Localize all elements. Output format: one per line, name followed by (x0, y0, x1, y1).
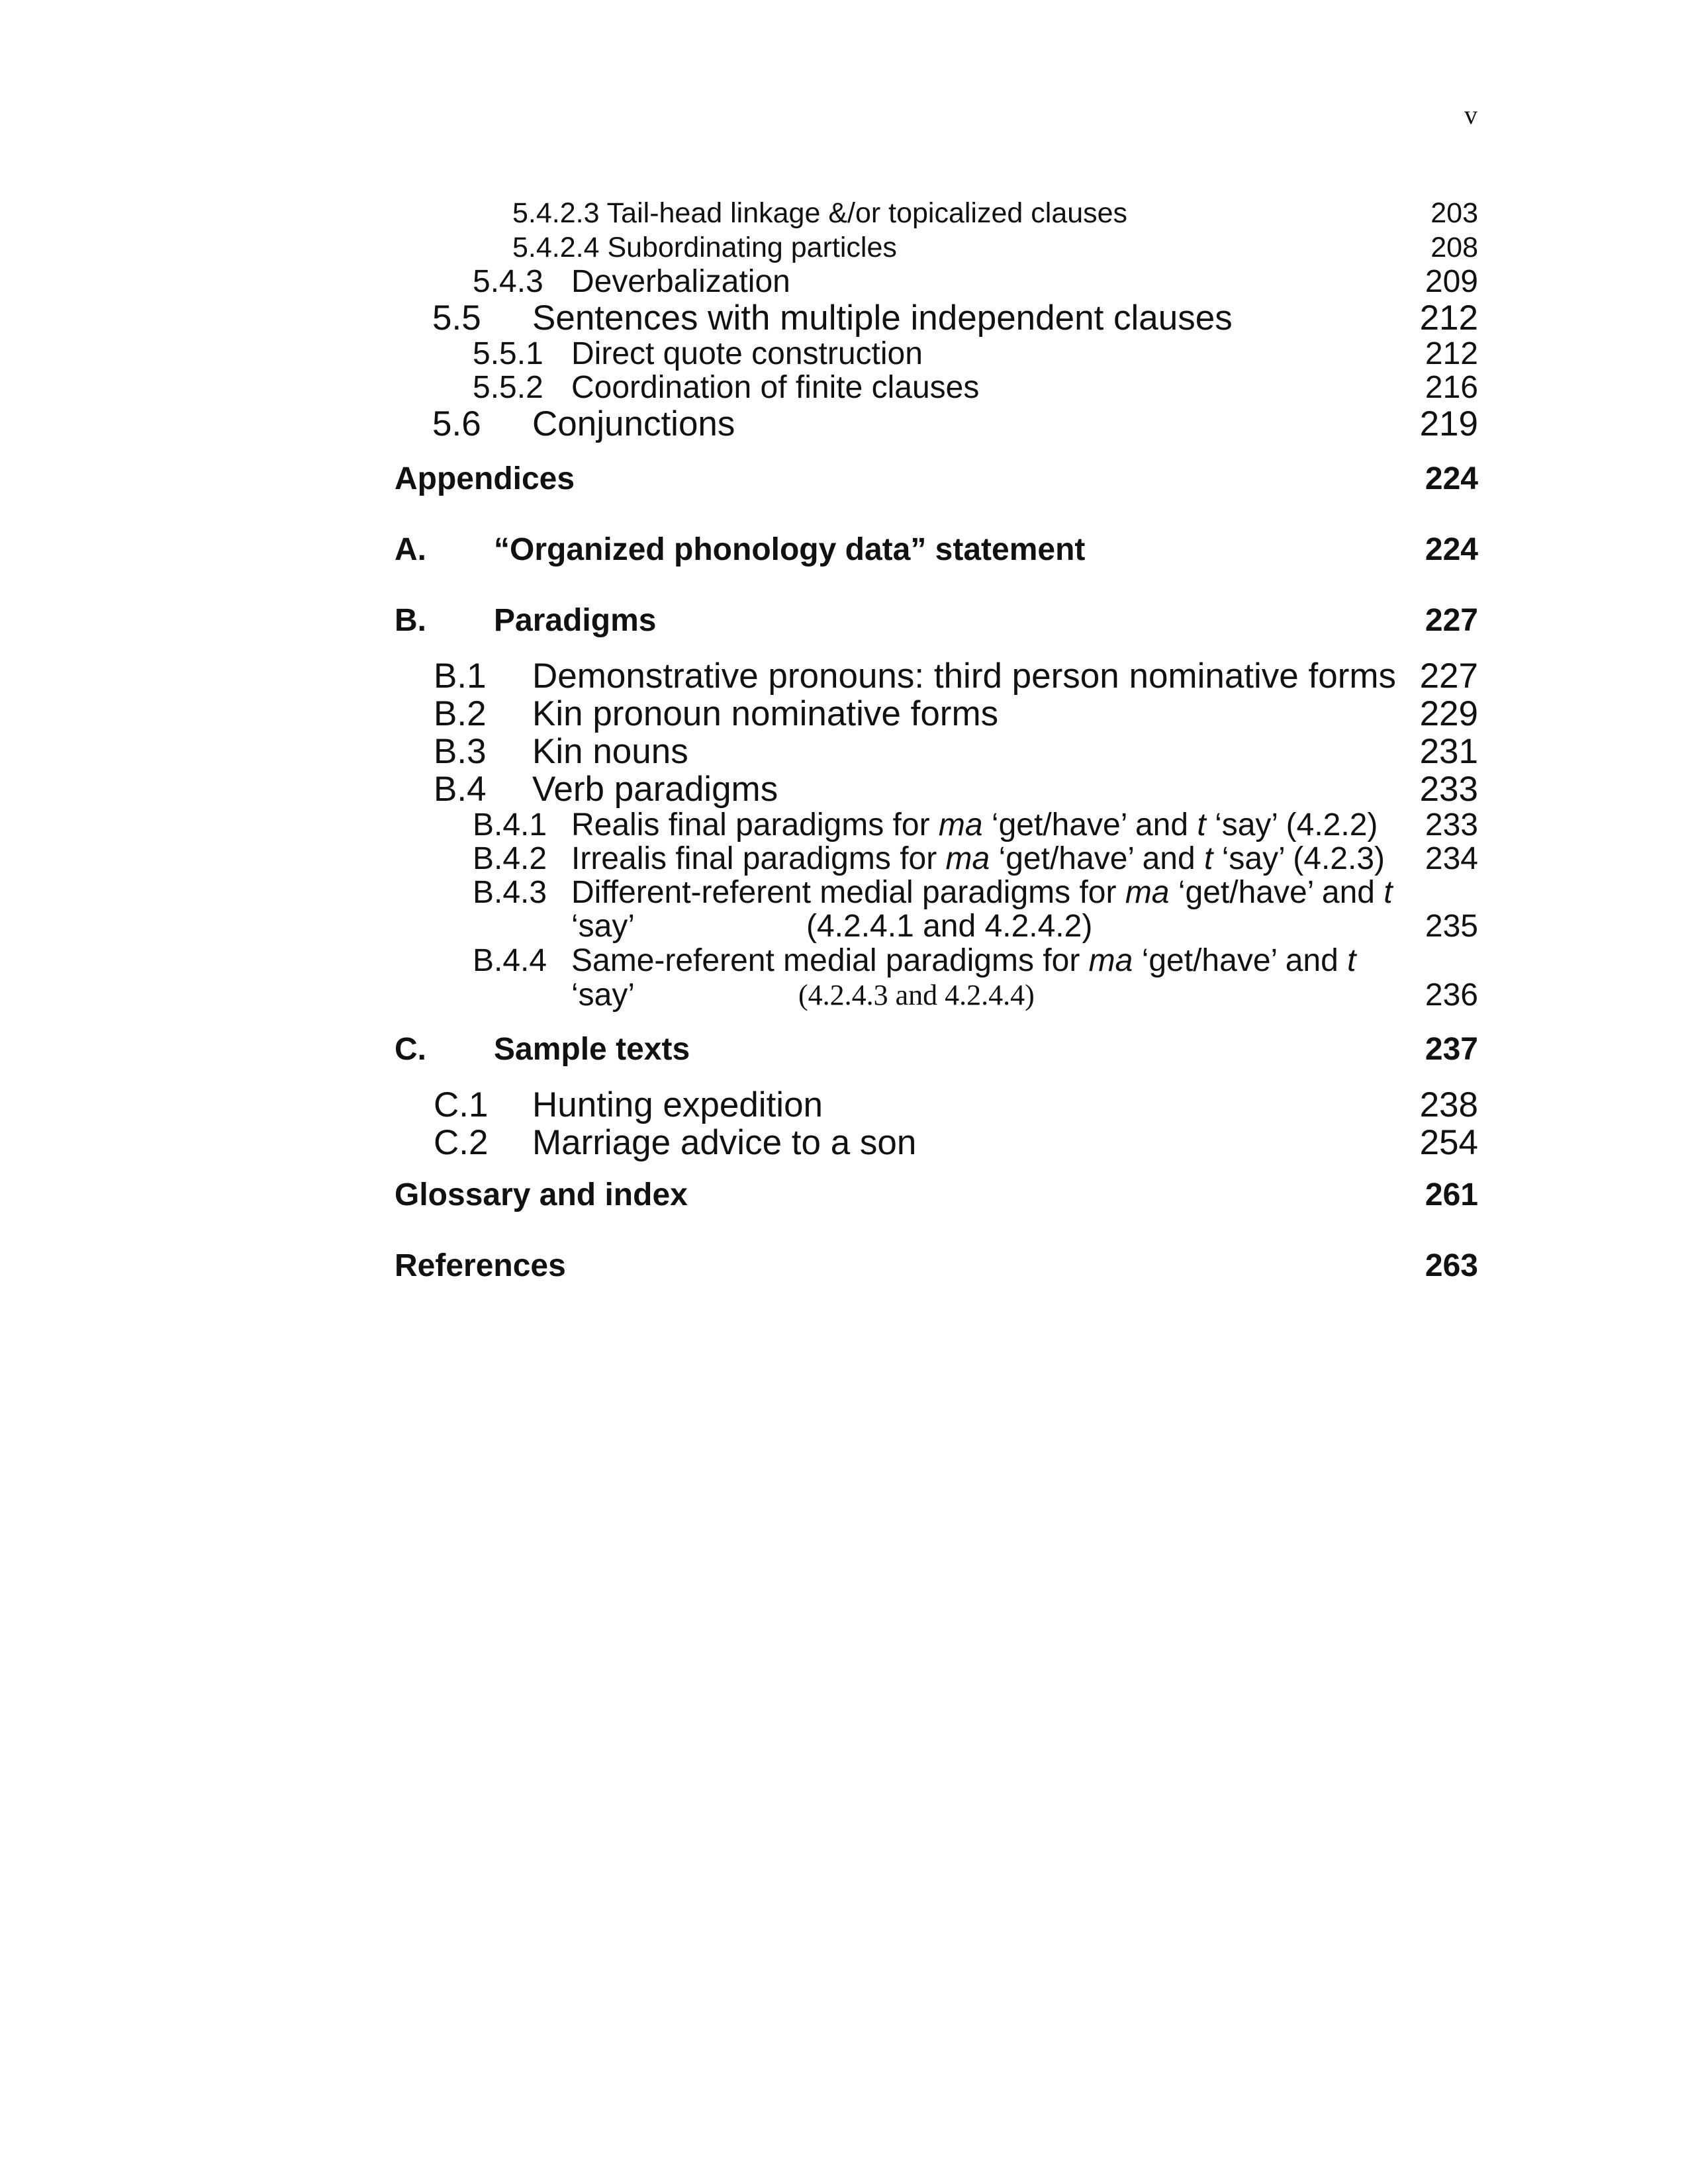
toc-entry-italic: t (1347, 943, 1356, 978)
toc-page-b-4-3: 235 (1425, 909, 1478, 944)
toc-entry-italic: ma (1125, 875, 1170, 910)
toc-page-c-2: 254 (1419, 1123, 1478, 1162)
toc-entry-b-2-number: B.2 (434, 694, 487, 733)
toc-entry-italic: ma (945, 841, 990, 876)
toc-entry-b-4-4-line2: ‘say’ (571, 978, 635, 1013)
toc-page-5-4-2-4: 208 (1430, 232, 1478, 263)
toc-heading-b[interactable]: Paradigms (494, 603, 657, 638)
toc-entry-italic: t (1204, 841, 1213, 876)
toc-heading-b-number: B. (395, 603, 426, 638)
toc-page-5-5-2: 216 (1425, 370, 1478, 405)
toc-entry-5-4-2-4[interactable] (512, 232, 897, 264)
toc-entry-5-6[interactable]: Conjunctions (532, 404, 735, 443)
toc-heading-glossary[interactable]: Glossary and index (395, 1177, 688, 1212)
toc-entry-number: 5.4.2.3 (512, 197, 600, 229)
toc-page-5-5-1: 212 (1425, 336, 1478, 371)
toc-entry-italic: t (1197, 807, 1206, 842)
toc-entry-italic: ma (938, 807, 983, 842)
page-number: v (1464, 100, 1477, 130)
toc-entry-text: Irrealis final paradigms for (571, 841, 946, 876)
toc-entry-b-4-number: B.4 (434, 770, 487, 809)
toc-page-appendices: 224 (1425, 461, 1478, 496)
toc-entry-text: ‘get/have’ and (990, 841, 1205, 876)
toc-heading-appendices[interactable]: Appendices (395, 461, 575, 496)
toc-entry-text: ‘say’ (4.2.2) (1205, 807, 1378, 842)
toc-page-b-2: 229 (1419, 694, 1478, 733)
toc-entry-b-4-3-line2: ‘say’ (571, 909, 635, 944)
toc-entry-5-5-1-number: 5.5.1 (473, 336, 543, 371)
toc-entry-b-4-3-ref: (4.2.4.1 and 4.2.4.2) (806, 909, 1093, 944)
toc-page-5-4-3: 209 (1425, 264, 1478, 299)
toc-page-b-3: 231 (1419, 732, 1478, 771)
toc-entry-5-5[interactable]: Sentences with multiple independent clauses (532, 298, 1233, 338)
toc-entry-text: ‘say’ (4.2.3) (1213, 841, 1385, 876)
toc-entry-b-4-3-number: B.4.3 (473, 875, 547, 910)
toc-entry-b-3[interactable]: Kin nouns (532, 732, 688, 771)
toc-entry-5-4-2-3[interactable] (512, 197, 1127, 230)
toc-entry-b-4-4[interactable] (571, 942, 1356, 979)
toc-page-b-4-1: 233 (1425, 807, 1478, 842)
toc-entry-5-6-number: 5.6 (432, 404, 481, 443)
toc-entry-c-2[interactable]: Marriage advice to a son (532, 1123, 917, 1162)
toc-heading-references[interactable]: References (395, 1248, 566, 1283)
toc-entry-5-5-2[interactable]: Coordination of finite clauses (571, 370, 980, 405)
toc-entry-number: 5.4.2.4 (512, 232, 600, 263)
toc-entry-b-4-1[interactable] (571, 807, 1378, 843)
toc-entry-b-4[interactable]: Verb paradigms (532, 770, 778, 809)
toc-heading-a[interactable]: “Organized phonology data” statement (494, 532, 1086, 567)
toc-page-b: 227 (1425, 603, 1478, 638)
toc-heading-c-number: C. (395, 1032, 426, 1067)
toc-entry-title: Tail-head linkage &/or topicalized clauses (606, 197, 1128, 229)
toc-page-5-6: 219 (1419, 404, 1478, 443)
toc-page-glossary: 261 (1425, 1177, 1478, 1212)
toc-entry-italic: t (1383, 875, 1393, 910)
toc-entry-c-1[interactable]: Hunting expedition (532, 1085, 823, 1124)
toc-entry-b-4-4-number: B.4.4 (473, 943, 547, 978)
toc-page-c: 237 (1425, 1032, 1478, 1067)
toc-entry-b-1-number: B.1 (434, 657, 487, 696)
toc-entry-text: ‘get/have’ and (1169, 875, 1384, 910)
toc-entry-italic: ma (1088, 943, 1133, 978)
toc-page-c-1: 238 (1419, 1085, 1478, 1124)
toc-entry-text: Different-referent medial paradigms for (571, 875, 1125, 910)
toc-page-b-1: 227 (1419, 657, 1478, 696)
toc-entry-5-5-1[interactable]: Direct quote construction (571, 336, 923, 371)
toc-entry-b-4-4-ref: (4.2.4.3 and 4.2.4.4) (798, 979, 1035, 1011)
toc-entry-b-3-number: B.3 (434, 732, 487, 771)
toc-entry-b-2[interactable]: Kin pronoun nominative forms (532, 694, 999, 733)
toc-entry-c-1-number: C.1 (434, 1085, 489, 1124)
toc-entry-b-1[interactable]: Demonstrative pronouns: third person nominative forms (532, 657, 1396, 696)
toc-entry-text: ‘get/have’ and (1133, 943, 1348, 978)
toc-entry-5-5-2-number: 5.5.2 (473, 370, 543, 405)
toc-page-5-4-2-3: 203 (1430, 197, 1478, 229)
toc-page-b-4: 233 (1419, 770, 1478, 809)
toc-entry-title: Subordinating particles (607, 232, 897, 263)
toc-entry-text: Same-referent medial paradigms for (571, 943, 1089, 978)
toc-entry-b-4-3[interactable] (571, 874, 1393, 911)
toc-entry-text: ‘get/have’ and (982, 807, 1197, 842)
toc-entry-5-5-number: 5.5 (432, 298, 481, 338)
toc-entry-text: Realis final paradigms for (571, 807, 939, 842)
toc-heading-a-number: A. (395, 532, 426, 567)
toc-entry-5-4-3[interactable]: Deverbalization (571, 264, 790, 299)
toc-entry-b-4-2-number: B.4.2 (473, 841, 547, 876)
toc-page-references: 263 (1425, 1248, 1478, 1283)
toc-entry-b-4-1-number: B.4.1 (473, 807, 547, 842)
toc-page-5-5: 212 (1419, 298, 1478, 338)
toc-entry-c-2-number: C.2 (434, 1123, 489, 1162)
toc-heading-c[interactable]: Sample texts (494, 1032, 690, 1067)
toc-page-a: 224 (1425, 532, 1478, 567)
toc-entry-b-4-2[interactable] (571, 841, 1385, 877)
toc-page-b-4-2: 234 (1425, 841, 1478, 876)
toc-entry-5-4-3-number: 5.4.3 (473, 264, 543, 299)
toc-page-b-4-4: 236 (1425, 978, 1478, 1013)
